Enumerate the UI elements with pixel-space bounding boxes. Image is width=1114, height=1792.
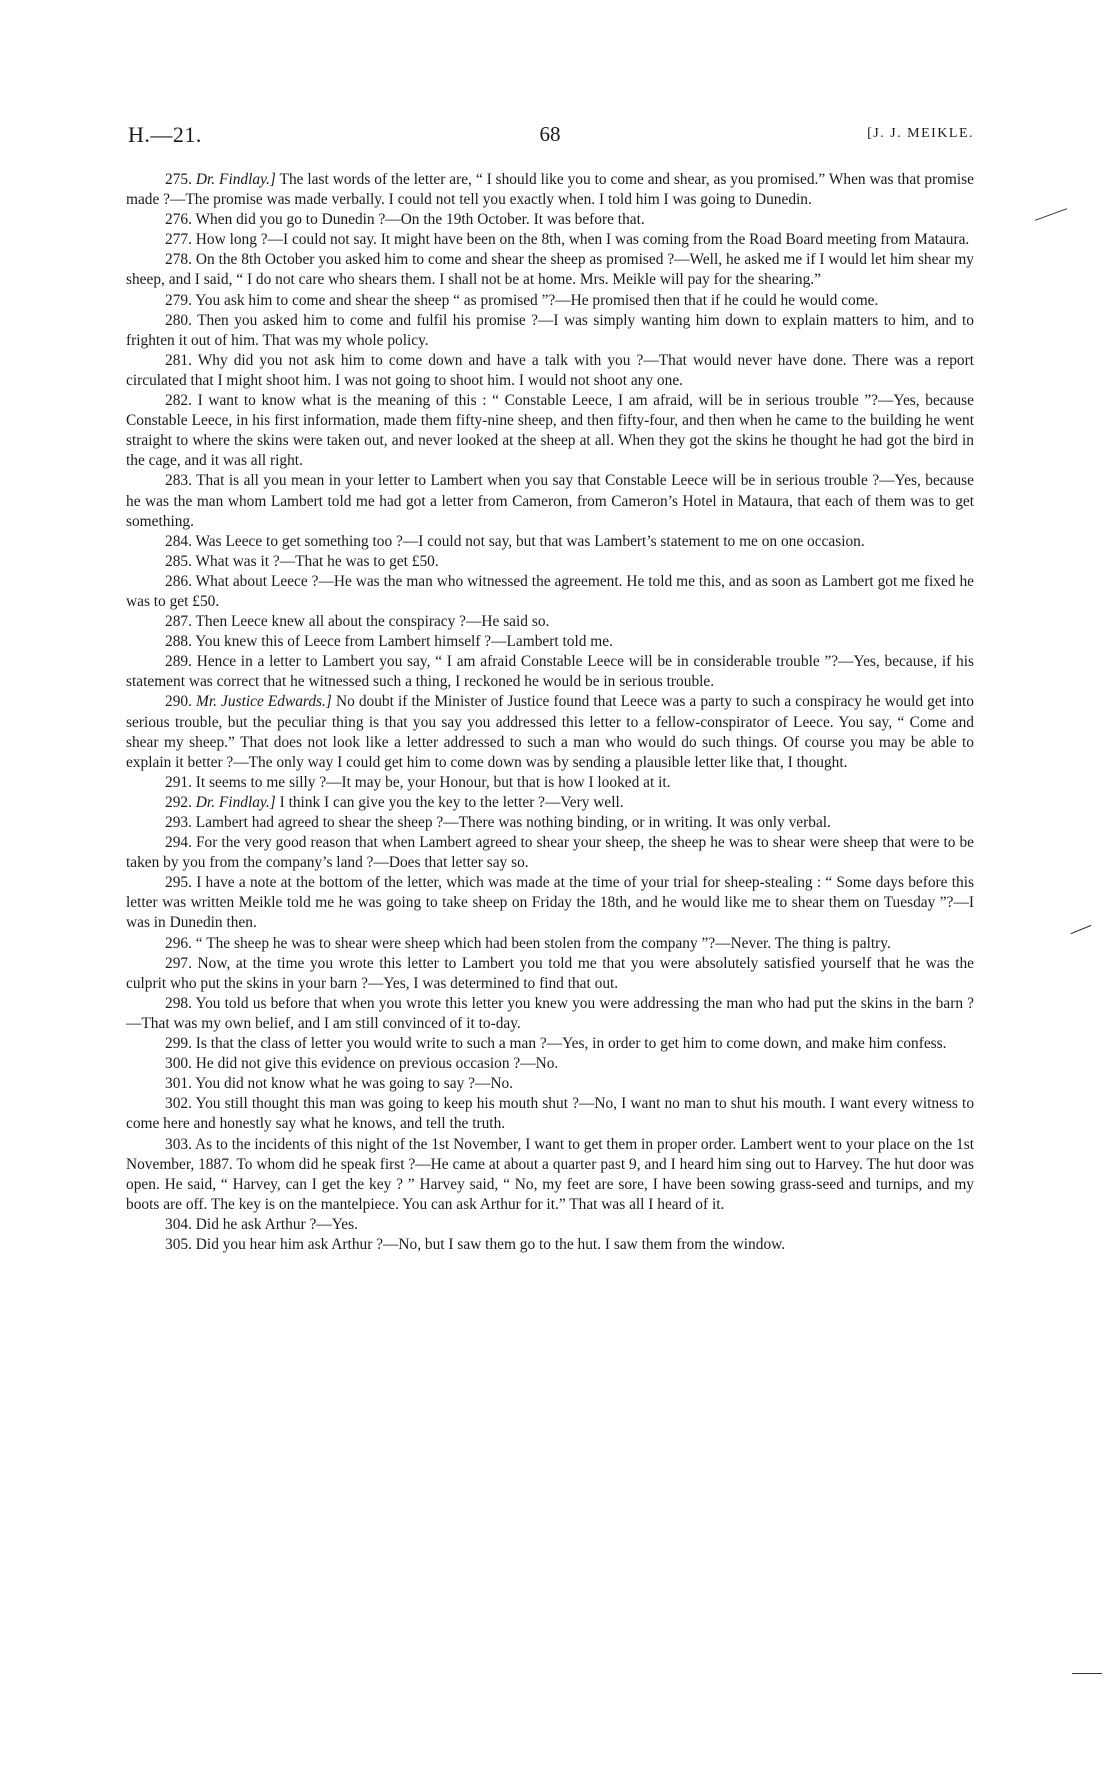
- question-number: 302.: [165, 1095, 192, 1113]
- paragraph-text: No doubt if the Minister of Justice found that Leece was a party to such a conspiracy he would get into serious trouble, but the peculiar thing is that you say you addressed this letter to a fellow-conspirator of Leece. You say, “ Come and shear my sheep.” That does not look like a letter addressed to such a man who would do such things. Of course you may be able to explain it better ?—The only way I could get him to come down was by sending a plausible letter like that, I thought.: [126, 693, 975, 771]
- paragraph-text: How long ?—I could not say. It might have been on the 8th, when I was coming from the Road Board meeting from Mataura.: [195, 231, 970, 249]
- question-number: 292.: [165, 793, 192, 811]
- question-number: 290.: [165, 693, 192, 711]
- question-paragraph: [126, 994, 974, 1034]
- question-paragraph: [126, 572, 974, 612]
- paragraph-text: As to the incidents of this night of the 1st November, I want to get them in proper order. Lambert went to your place on the 1st November, 1887. To whom did he speak first ?—He came at about a quarter past 9, and I heard him sing out to Harvey. The hut door was open. He said, “ Harvey, can I get the key ? ” Harvey said, “ No, my feet are sore, I have been sowing grass-seed and turnips, and my boots are off. The key is on the mantelpiece. You can ask Arthur for it.” That was all I heard of it.: [126, 1135, 975, 1213]
- paragraph-text: I think I can give you the key to the letter ?—Very well.: [275, 793, 624, 811]
- paragraph-text: I want to know what is the meaning of this : “ Constable Leece, I am afraid, will be in serious trouble ”?—Yes, because Constable Leece, in his first information, made them fifty-nine sheep, and then fifty-four, and then when he came to the building he went straight to where the skins were taken out, and never looked at the sheep at all. When they got the skins he thought he had got the bird in the cage, and it was all right.: [126, 392, 974, 470]
- speaker-name: Mr. Justice Edwards.]: [196, 693, 332, 711]
- question-paragraph: [126, 612, 974, 632]
- question-number: 278.: [165, 251, 192, 269]
- paragraph-text: I have a note at the bottom of the letter, which was made at the time of your trial for sheep-stealing : “ Some days before this letter was written Meikle told me he was going to take sheep on Friday the 18th, and he would like me to shear them on Tuesday ”?—I was in Dunedin then.: [126, 874, 974, 932]
- paragraph-text: The last words of the letter are, “ I should like you to come and shear, as you promised.” When was that promise made ?—The promise was made verbally. I could not tell you exactly when. I told him I was going to Dunedin.: [126, 171, 974, 209]
- question-number: 304.: [165, 1215, 192, 1233]
- question-paragraph: [126, 210, 974, 230]
- question-paragraph: [126, 311, 974, 351]
- question-paragraph: [126, 773, 974, 793]
- paragraph-text: You did not know what he was going to say ?—No.: [195, 1075, 513, 1093]
- paragraph-text: You told us before that when you wrote this letter you knew you were addressing the man who had put the skins in the barn ?—That was my own belief, and I am still convinced of it to-day.: [126, 994, 975, 1032]
- testimony-body: [126, 170, 974, 1255]
- question-number: 280.: [165, 311, 192, 329]
- question-paragraph: [126, 1235, 974, 1255]
- paragraph-text: Is that the class of letter you would write to such a man ?—Yes, in order to get him to come down, and make him confess.: [195, 1035, 947, 1053]
- paragraph-text: On the 8th October you asked him to come and shear the sheep as promised ?—Well, he asked me if I would let him shear my sheep, and I said, “ I do not care who shears them. I shall not be at home. Mrs. Meikle will pay for the shearing.”: [126, 251, 974, 289]
- question-number: 283.: [165, 472, 192, 490]
- question-number: 300.: [165, 1055, 192, 1073]
- question-paragraph: [126, 934, 974, 954]
- question-number: 276.: [165, 211, 192, 229]
- paragraph-text: Why did you not ask him to come down and have a talk with you ?—That would never have done. There was a report circulated that I might shoot him. I was not going to shoot him. I would not shoot any one.: [126, 351, 974, 389]
- question-number: 277.: [165, 231, 192, 249]
- question-number: 279.: [165, 291, 192, 309]
- paragraph-text: What about Leece ?—He was the man who witnessed the agreement. He told me this, and as soon as Lambert got me fixed he was to get £50.: [126, 572, 974, 610]
- question-number: 303.: [165, 1135, 192, 1153]
- question-paragraph: [126, 552, 974, 572]
- question-number: 275.: [165, 171, 192, 188]
- speaker-name: Dr. Findlay.]: [195, 793, 276, 811]
- question-number: 285.: [165, 552, 192, 570]
- question-number: 286.: [165, 572, 192, 590]
- paragraph-text: What was it ?—That he was to get £50.: [195, 552, 439, 570]
- page-number: 68: [539, 122, 561, 146]
- paragraph-text: When did you go to Dunedin ?—On the 19th October. It was before that.: [195, 211, 645, 229]
- question-number: 281.: [165, 351, 192, 369]
- paragraph-text: “ The sheep he was to shear were sheep which had been stolen from the company ”?—Never. The thing is paltry.: [195, 934, 891, 952]
- question-paragraph: [126, 170, 974, 210]
- question-number: 296.: [165, 934, 192, 952]
- question-paragraph: [126, 1074, 974, 1094]
- paragraph-text: It seems to me silly ?—It may be, your Honour, but that is how I looked at it.: [195, 773, 671, 791]
- question-paragraph: [126, 793, 974, 813]
- paragraph-text: You knew this of Leece from Lambert himself ?—Lambert told me.: [195, 633, 613, 651]
- paragraph-text: He did not give this evidence on previous occasion ?—No.: [195, 1055, 559, 1073]
- question-number: 305.: [165, 1235, 192, 1253]
- question-number: 287.: [165, 613, 192, 631]
- speaker-name: Dr. Findlay.]: [195, 171, 276, 188]
- question-paragraph: [126, 1054, 974, 1074]
- question-paragraph: [126, 632, 974, 652]
- question-number: 301.: [165, 1075, 192, 1093]
- question-paragraph: [126, 813, 974, 833]
- paragraph-text: Then Leece knew all about the conspiracy ?—He said so.: [195, 613, 550, 631]
- page-header: [126, 118, 974, 158]
- question-number: 288.: [165, 633, 192, 651]
- question-paragraph: [126, 652, 974, 692]
- question-paragraph: [126, 1034, 974, 1054]
- question-number: 298.: [165, 994, 192, 1012]
- paragraph-text: Did he ask Arthur ?—Yes.: [195, 1215, 358, 1233]
- paragraph-text: Did you hear him ask Arthur ?—No, but I saw them go to the hut. I saw them from the window.: [195, 1235, 786, 1253]
- question-paragraph: [126, 692, 974, 772]
- question-number: 291.: [165, 773, 192, 791]
- margin-mark: [1035, 208, 1067, 221]
- paragraph-text: For the very good reason that when Lambert agreed to shear your sheep, the sheep he was to shear were sheep that were to be taken by you from the company’s land ?—Does that letter say so.: [126, 834, 974, 872]
- question-paragraph: [126, 1094, 974, 1134]
- question-paragraph: [126, 250, 974, 290]
- question-paragraph: [126, 291, 974, 311]
- paragraph-text: Was Leece to get something too ?—I could not say, but that was Lambert’s statement to me on one occasion.: [195, 532, 865, 550]
- paragraph-text: That is all you mean in your letter to Lambert when you say that Constable Leece will be in serious trouble ?—Yes, because he was the man whom Lambert told me had got a letter from Cameron, from Cameron’s Hotel in Mataura, that each of them was to get something.: [126, 472, 974, 530]
- question-number: 297.: [165, 954, 192, 972]
- witness-name: [J. J. MEIKLE.: [867, 126, 974, 141]
- margin-mark: [1071, 925, 1092, 934]
- question-number: 284.: [165, 532, 192, 550]
- margin-mark: [1072, 1673, 1102, 1674]
- paragraph-text: Lambert had agreed to shear the sheep ?—There was nothing binding, or in writing. It was only verbal.: [195, 814, 831, 831]
- paragraph-text: Then you asked him to come and fulfil his promise ?—I was simply wanting him down to explain matters to him, and to frighten it out of him. That was my whole policy.: [126, 311, 975, 349]
- question-number: 289.: [165, 653, 192, 671]
- question-paragraph: [126, 833, 974, 873]
- paragraph-text: You ask him to come and shear the sheep “ as promised ”?—He promised then that if he could he would come.: [195, 291, 879, 309]
- question-paragraph: [126, 954, 974, 994]
- question-paragraph: [126, 1215, 974, 1235]
- question-paragraph: [126, 391, 974, 471]
- paragraph-text: You still thought this man was going to keep his mouth shut ?—No, I want no man to shut his mouth. I want every witness to come here and honestly say what he knows, and tell the truth.: [126, 1095, 975, 1133]
- paragraph-text: Hence in a letter to Lambert you say, “ I am afraid Constable Leece will be in considerable trouble ”?—Yes, because, if his statement was correct that he witnessed such a thing, I reckoned he would be in serious trouble.: [126, 653, 974, 691]
- question-number: 295.: [165, 874, 192, 892]
- question-paragraph: [126, 351, 974, 391]
- question-paragraph: [126, 532, 974, 552]
- question-paragraph: [126, 230, 974, 250]
- paragraph-text: Now, at the time you wrote this letter to Lambert you told me that you were absolutely satisfied yourself that he was the culprit who put the skins in your barn ?—Yes, I was determined to find that out.: [126, 954, 974, 992]
- question-paragraph: [126, 471, 974, 531]
- question-number: 293.: [165, 814, 192, 831]
- paper-reference: H.—21.: [128, 122, 202, 147]
- document-page: [126, 118, 974, 1255]
- question-number: 299.: [165, 1035, 192, 1053]
- question-paragraph: [126, 873, 974, 933]
- question-number: 294.: [165, 834, 192, 852]
- question-number: 282.: [165, 392, 192, 410]
- question-paragraph: [126, 1135, 974, 1215]
